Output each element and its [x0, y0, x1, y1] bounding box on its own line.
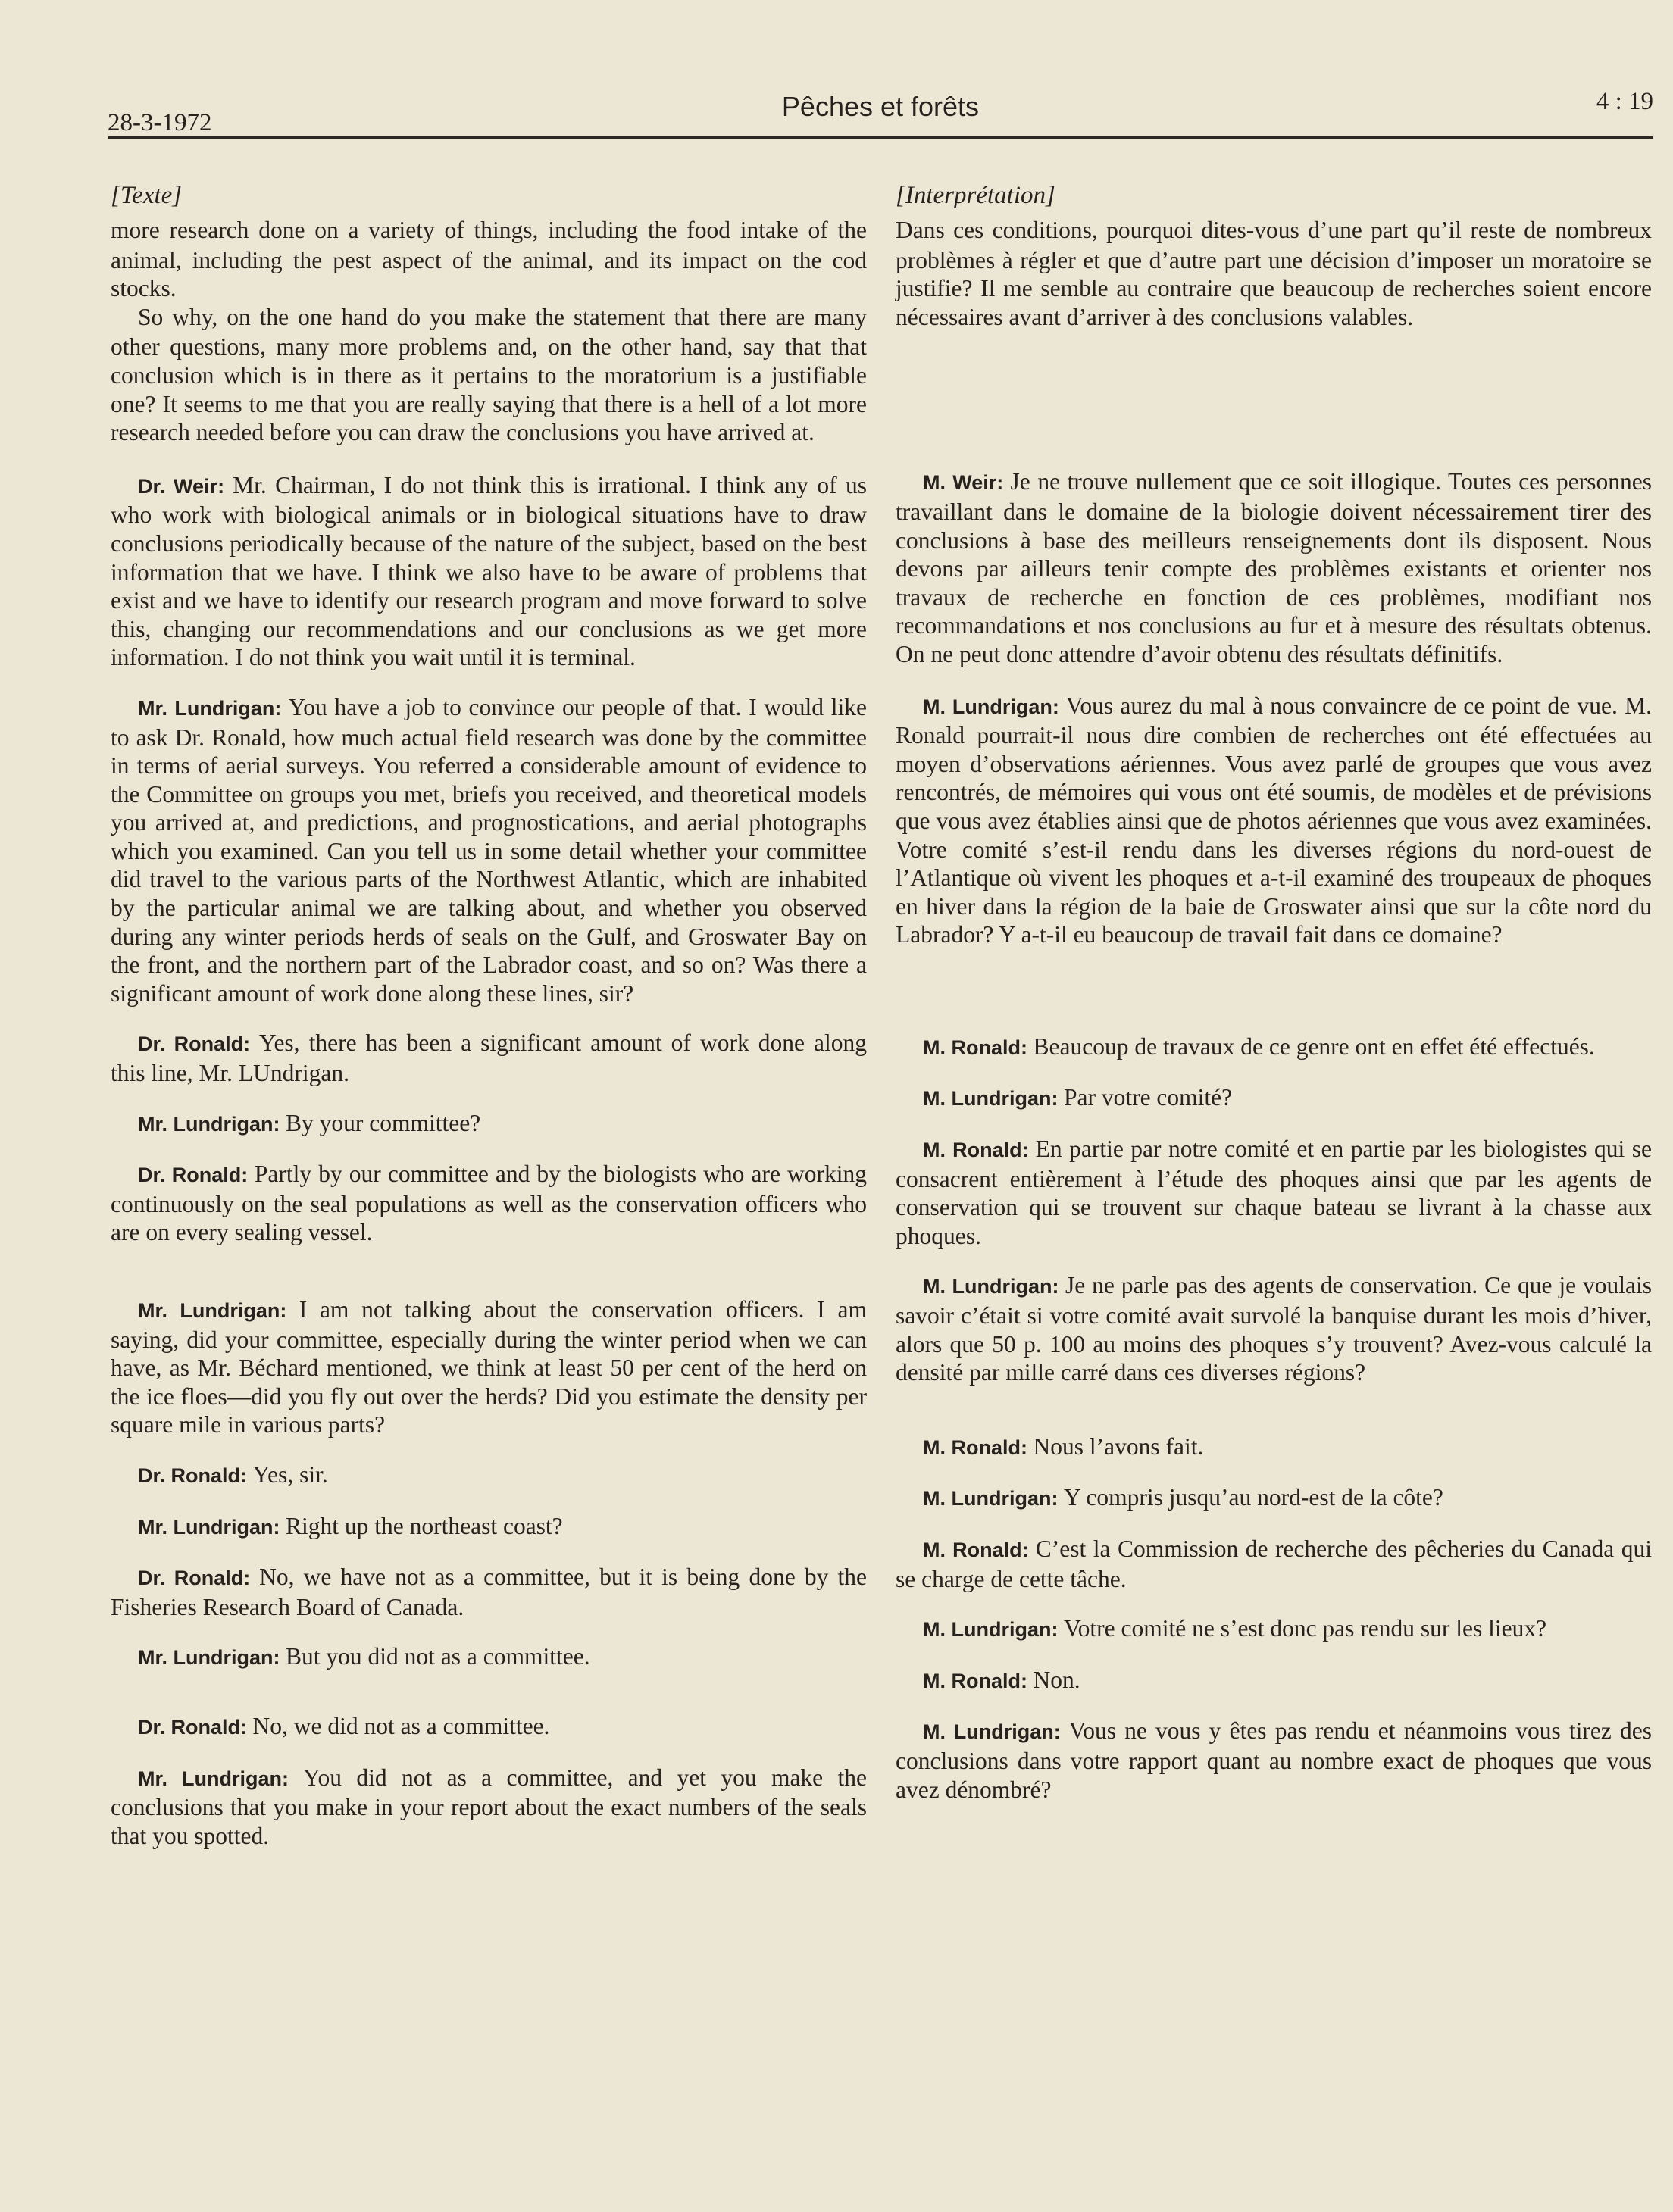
- paragraph-text: Vous ne vous y êtes pas rendu et néanmoins vous tirez des conclusions dans votre rapport quant au nombre exact de phoques que vous avez dénombré?: [896, 1717, 1653, 1803]
- english-column: [111, 182, 867, 1850]
- speaker-name: Dr. Ronald:: [138, 1567, 260, 1590]
- paragraph-text: You did not as a committee, and yet you make the conclusions that you make in your report about the exact numbers of the seals that you spotted.: [111, 1764, 867, 1849]
- paragraph-text: Je ne trouve nullement que ce soit illogique. Toutes ces personnes travaillant dans le domaine de la biologie doivent nécessairement tirer des conclusions à base des meilleurs renseignements dont ils disposent. Nous devons par ailleurs tenir compte des problèmes existants et orienter nos travaux de recherche en fonction de ces problèmes, modifiant nos recommandations et nos conclusions au fur et à mesure des résultats obtenus. On ne peut donc attendre d’avoir obtenu des résultats définitifs.: [896, 468, 1652, 667]
- paragraph-text: No, we have not as a committee, but it is being done by the Fisheries Research Board of Canada.: [111, 1564, 867, 1620]
- speaker-name: Mr. Lundrigan:: [138, 696, 289, 720]
- speech-paragraph: [896, 1483, 1652, 1514]
- page-number: 4 : 19: [1596, 88, 1653, 115]
- speech-paragraph: [111, 1160, 867, 1247]
- column-label: [Interprétation]: [896, 182, 1055, 209]
- paragraph-text: Beaucoup de travaux de ce genre ont en effet été effectués.: [1033, 1033, 1595, 1060]
- speech-paragraph: [896, 692, 1652, 949]
- speaker-name: M. Ronald:: [923, 1539, 1036, 1561]
- page-header: [108, 82, 1653, 139]
- speech-paragraph: [111, 1029, 867, 1087]
- speaker-name: Mr. Lundrigan:: [138, 1299, 299, 1322]
- speaker-name: Mr. Lundrigan:: [138, 1515, 286, 1539]
- speaker-name: Mr. Lundrigan:: [138, 1767, 303, 1790]
- speaker-name: M. Lundrigan:: [923, 1275, 1066, 1298]
- speech-paragraph: [111, 471, 867, 672]
- speaker-name: Dr. Weir:: [138, 474, 233, 498]
- speech-paragraph: [896, 1717, 1652, 1804]
- speaker-name: Dr. Ronald:: [138, 1464, 253, 1487]
- speaker-name: Mr. Lundrigan:: [138, 1646, 286, 1670]
- paragraph-text: Partly by our committee and by the biologists who are working continuously on the seal populations as well as the conservation officers who are on every sealing vessel.: [111, 1161, 867, 1246]
- speaker-name: Dr. Ronald:: [138, 1033, 259, 1056]
- speech-paragraph: [111, 1712, 867, 1742]
- speaker-name: M. Ronald:: [923, 1036, 1034, 1059]
- speech-paragraph: [111, 1563, 867, 1621]
- speech-paragraph: [111, 1512, 867, 1542]
- paragraph-text: Nous l’avons fait.: [1033, 1432, 1204, 1460]
- speech-paragraph: [896, 467, 1652, 668]
- paragraph-text: By your committee?: [286, 1109, 481, 1136]
- paragraph-text: C’est la Commission de recherche des pêcheries du Canada qui se charge de cette tâche.: [896, 1536, 1652, 1592]
- paragraph-text: You have a job to convince our people of that. I would like to ask Dr. Ronald, how much actual field research was done by the committee in terms of aerial surveys. You referred a considerable amount of evidence to the Committee on groups you met, briefs you received, and theoretical models you arrived at, and predictions, and prognostications, and aerial photographs which you examined. Can you tell us in some detail whether your committee did travel to the various parts of the Northwest Atlantic, which are inhabited by the particular animal we are talking about, and whether you observed during any winter periods herds of seals on the Gulf, and Groswater Bay on the front, and the northern part of the Labrador coast, and so on? Was there a significant amount of work done along these lines, sir?: [111, 693, 867, 1007]
- paragraph-text: more research done on a variety of things, including the food intake of the animal, including the pest aspect of the animal, and its impact on the cod stocks.: [111, 217, 867, 302]
- paragraph-text: Dans ces conditions, pourquoi dites-vous d’une part qu’il reste de nombreux problèmes à régler et que d’autre part une décision d’imposer un moratoire se justifie? Il me semble au contraire que beaucoup de recherches soient encore nécessaires avant d’arriver à des conclusions valables.: [896, 217, 1652, 330]
- paragraph-text: Non.: [1033, 1666, 1080, 1693]
- paragraph-text: Yes, sir.: [252, 1461, 328, 1488]
- paragraph-text: Yes, there has been a significant amount of work done along this line, Mr. LUndrigan.: [111, 1029, 867, 1087]
- paragraph-text: I am not talking about the conservation officers. I am saying, did your committee, especially during the winter period when we can have, as Mr. Béchard mentioned, we think at least 50 per cent of the herd on the ice floes—did you fly out over the herds? Did you estimate the density per square mile in various parts?: [111, 1296, 867, 1439]
- speech-paragraph: [896, 1135, 1652, 1250]
- paragraph-text: So why, on the one hand do you make the statement that there are many other questions, many more problems and, on the other hand, say that that conclusion which is in there as it pertains to the moratorium is a justifiable one? It seems to me that you are really saying that there is a hell of a lot more research needed before you can draw the conclusions you have arrived at.: [111, 303, 867, 446]
- speaker-name: M. Lundrigan:: [923, 1087, 1064, 1111]
- speaker-name: M. Weir:: [923, 471, 1011, 495]
- paragraph-text: But you did not as a committee.: [286, 1643, 590, 1670]
- speech-paragraph: [896, 1535, 1652, 1593]
- speaker-name: M. Lundrigan:: [923, 1618, 1064, 1642]
- speech-paragraph: [896, 1432, 1652, 1463]
- speaker-name: Dr. Ronald:: [138, 1164, 255, 1187]
- speaker-name: M. Lundrigan:: [923, 695, 1066, 718]
- speech-paragraph: [111, 1461, 867, 1491]
- speaker-name: M. Ronald:: [923, 1669, 1034, 1692]
- speech-paragraph: [896, 1271, 1652, 1386]
- paragraph-text: No, we did not as a committee.: [252, 1712, 550, 1739]
- speaker-name: Mr. Lundrigan:: [138, 1112, 286, 1136]
- speaker-name: M. Ronald:: [923, 1436, 1034, 1459]
- column-label: [Texte]: [111, 182, 183, 209]
- speaker-name: M. Ronald:: [923, 1139, 1036, 1162]
- paragraph: [896, 216, 1652, 331]
- speech-paragraph: [111, 1109, 867, 1139]
- speaker-name: M. Lundrigan:: [923, 1720, 1069, 1744]
- speech-paragraph: [896, 1614, 1652, 1645]
- speech-paragraph: [896, 1666, 1652, 1696]
- paragraph-text: Y compris jusqu’au nord-est de la côte?: [1063, 1484, 1443, 1511]
- page-date: 28-3-1972: [108, 109, 212, 136]
- page-title: Pêches et forêts: [781, 91, 980, 122]
- paragraph: [111, 216, 867, 303]
- speaker-name: Dr. Ronald:: [138, 1715, 253, 1739]
- paragraph-text: Vous aurez du mal à nous convaincre de ce point de vue. M. Ronald pourrait-il nous dire combien de recherches ont été effectuées au moyen d’observations aériennes. Vous avez parlé de groupes que vous avez rencontrés, de mémoires qui vous ont été soumis, de modèles et de prévisions que vous avez établies ainsi que de photos aériennes que vous avez examinées. Votre comité s’est-il rendu dans les diverses régions du nord-ouest de l’Atlantique où vivent les phoques et a-t-il examiné des troupeaux de phoques en hiver dans la région de la baie de Groswater ainsi que sur la côte nord du Labrador? Y a-t-il eu beaucoup de travail fait dans ce domaine?: [896, 692, 1652, 948]
- speaker-name: M. Lundrigan:: [923, 1487, 1064, 1511]
- speech-paragraph: [111, 1764, 867, 1851]
- paragraph-text: Par votre comité?: [1063, 1084, 1233, 1111]
- paragraph: [111, 303, 867, 447]
- speech-paragraph: [896, 1033, 1652, 1063]
- paragraph-text: En partie par notre comité et en partie par les biologistes qui se consacrent entièrement à l’étude des phoques ainsi que par les agents de conservation qui se trouvent sur chaque bateau se livrant à la chasse aux phoques.: [896, 1136, 1652, 1249]
- speech-paragraph: [111, 693, 867, 1008]
- paragraph-text: Right up the northeast coast?: [286, 1512, 563, 1539]
- paragraph-text: Je ne parle pas des agents de conservation. Ce que je voulais savoir c’était si votre comité avait survolé la banquise durant les mois d’hiver, alors que 50 p. 100 au moins des phoques s’y trouvent? Avez-vous calculé la densité par mille carré dans ces diverses régions?: [896, 1272, 1652, 1386]
- french-column: [896, 182, 1652, 1804]
- speech-paragraph: [111, 1642, 867, 1673]
- paragraph-text: Votre comité ne s’est donc pas rendu sur les lieux?: [1063, 1615, 1547, 1642]
- paragraph-text: Mr. Chairman, I do not think this is irrational. I think any of us who work with biological animals or in biological situations have to draw conclusions periodically because of the nature of the subject, based on the best information that we have. I think we also have to be aware of problems that exist and we have to identify our research program and move forward to solve this, changing our recommendations and our conclusions as we get more information. I do not think you wait until it is terminal.: [111, 471, 867, 671]
- speech-paragraph: [896, 1083, 1652, 1114]
- speech-paragraph: [111, 1295, 867, 1439]
